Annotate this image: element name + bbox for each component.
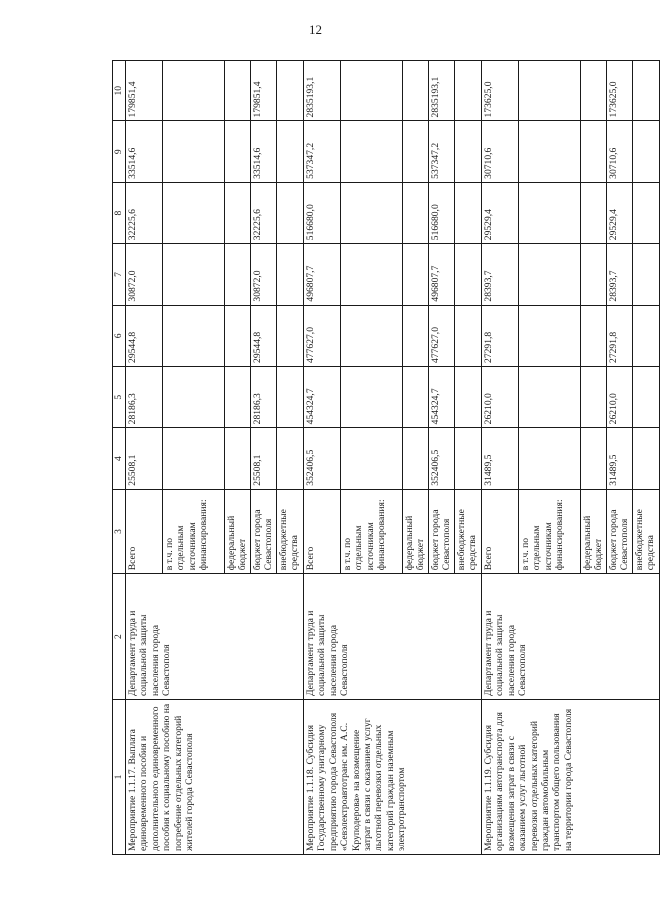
value-cell: 477627,0 <box>304 305 341 366</box>
funding-source-cell: бюджет города Севастополя <box>607 489 633 574</box>
value-cell: 537347,2 <box>304 121 341 182</box>
value-cell <box>633 182 660 243</box>
value-cell <box>225 428 251 489</box>
value-cell <box>403 182 429 243</box>
value-cell <box>225 121 251 182</box>
table-row <box>304 61 341 855</box>
header-cell: 4 <box>113 428 126 489</box>
value-cell: 30872,0 <box>126 244 163 305</box>
value-cell: 26210,0 <box>482 366 519 427</box>
value-cell <box>277 244 304 305</box>
measure-cell: Мероприятие 1.1.19. Субсидия организациям автотранспорта для возмещения затрат в связи с оказанием услуг льготной перевозки отдельных категорий граждан автомобильным транспортом общего пользования на территории города Севастополя <box>482 700 660 855</box>
total-value-cell <box>403 61 429 121</box>
value-cell <box>163 182 225 243</box>
header-cell: 2 <box>113 574 126 700</box>
value-cell <box>581 182 607 243</box>
value-cell <box>163 305 225 366</box>
value-cell <box>581 366 607 427</box>
header-cell: 8 <box>113 182 126 243</box>
value-cell: 32225,6 <box>126 182 163 243</box>
value-cell <box>277 428 304 489</box>
total-value-cell <box>519 61 581 121</box>
value-cell <box>581 121 607 182</box>
funding-source-cell: Всего <box>304 489 341 574</box>
funding-table <box>112 60 660 855</box>
total-value-cell: 173625,0 <box>482 61 519 121</box>
value-cell <box>225 366 251 427</box>
value-cell: 516680,0 <box>304 182 341 243</box>
value-cell <box>581 428 607 489</box>
value-cell: 28186,3 <box>126 366 163 427</box>
value-cell <box>341 428 403 489</box>
value-cell: 30872,0 <box>251 244 277 305</box>
value-cell <box>633 121 660 182</box>
value-cell <box>277 366 304 427</box>
value-cell <box>519 121 581 182</box>
value-cell: 27291,8 <box>607 305 633 366</box>
table-row <box>482 61 519 855</box>
value-cell: 32225,6 <box>251 182 277 243</box>
funding-source-cell: бюджет города Севастополя <box>429 489 455 574</box>
total-value-cell: 179851,4 <box>126 61 163 121</box>
value-cell <box>341 121 403 182</box>
value-cell <box>403 244 429 305</box>
funding-source-cell: федеральный бюджет <box>581 489 607 574</box>
funding-source-cell: внебюджетные средства <box>633 489 660 574</box>
value-cell <box>455 428 482 489</box>
value-cell: 30710,6 <box>607 121 633 182</box>
value-cell: 31489,5 <box>607 428 633 489</box>
total-value-cell: 2835193,1 <box>429 61 455 121</box>
header-cell: 3 <box>113 489 126 574</box>
value-cell <box>163 121 225 182</box>
funding-source-cell: бюджет города Севастополя <box>251 489 277 574</box>
funding-source-cell: Всего <box>482 489 519 574</box>
value-cell <box>581 244 607 305</box>
value-cell: 496807,7 <box>429 244 455 305</box>
value-cell <box>277 305 304 366</box>
header-cell: 7 <box>113 244 126 305</box>
value-cell: 477627,0 <box>429 305 455 366</box>
total-value-cell <box>581 61 607 121</box>
total-value-cell <box>225 61 251 121</box>
total-value-cell <box>277 61 304 121</box>
value-cell <box>341 366 403 427</box>
value-cell: 25508,1 <box>126 428 163 489</box>
value-cell: 27291,8 <box>482 305 519 366</box>
value-cell: 29529,4 <box>607 182 633 243</box>
value-cell <box>519 182 581 243</box>
rotated-table-area <box>112 60 657 855</box>
total-value-cell: 2835193,1 <box>304 61 341 121</box>
value-cell <box>633 366 660 427</box>
value-cell <box>581 305 607 366</box>
value-cell <box>341 244 403 305</box>
value-cell <box>163 366 225 427</box>
value-cell: 30710,6 <box>482 121 519 182</box>
funding-source-cell: внебюджетные средства <box>277 489 304 574</box>
value-cell: 28393,7 <box>607 244 633 305</box>
funding-source-cell: в т.ч. по отдельным источникам финансирования: <box>341 489 403 574</box>
value-cell: 454324,7 <box>429 366 455 427</box>
page-number: 12 <box>309 22 322 37</box>
total-value-cell: 173625,0 <box>607 61 633 121</box>
value-cell <box>455 305 482 366</box>
value-cell <box>455 121 482 182</box>
funding-source-cell: Всего <box>126 489 163 574</box>
funding-source-cell: внебюджетные средства <box>455 489 482 574</box>
value-cell: 516680,0 <box>429 182 455 243</box>
value-cell <box>277 121 304 182</box>
value-cell <box>403 366 429 427</box>
value-cell <box>455 366 482 427</box>
value-cell: 33514,6 <box>126 121 163 182</box>
value-cell: 352406,5 <box>304 428 341 489</box>
value-cell: 31489,5 <box>482 428 519 489</box>
value-cell: 29529,4 <box>482 182 519 243</box>
header-cell: 9 <box>113 121 126 182</box>
value-cell <box>225 244 251 305</box>
total-value-cell: 179851,4 <box>251 61 277 121</box>
executor-cell: Департамент труда и социальной защиты населения города Севастополя <box>482 574 660 700</box>
value-cell <box>163 244 225 305</box>
value-cell <box>403 428 429 489</box>
total-value-cell <box>633 61 660 121</box>
value-cell <box>341 182 403 243</box>
value-cell: 537347,2 <box>429 121 455 182</box>
table-body <box>126 61 660 855</box>
measure-cell: Мероприятие 1.1.18. Субсидия Государственному унитарному предприятию города Севастополя «Севэлектроавтотранс им. А.С. Круподерова» на возмещение затрат в связи с оказанием услуг льготной перевозки отдельных категорий граждан наземным электротранспортом <box>304 700 482 855</box>
value-cell <box>403 121 429 182</box>
value-cell <box>403 305 429 366</box>
funding-source-cell: в т.ч. по отдельным источникам финансирования: <box>519 489 581 574</box>
funding-source-cell: в т.ч. по отдельным источникам финансирования: <box>163 489 225 574</box>
value-cell: 454324,7 <box>304 366 341 427</box>
value-cell <box>519 244 581 305</box>
header-cell: 10 <box>113 61 126 121</box>
value-cell <box>519 305 581 366</box>
value-cell: 29544,8 <box>126 305 163 366</box>
total-value-cell <box>455 61 482 121</box>
value-cell: 33514,6 <box>251 121 277 182</box>
total-value-cell <box>163 61 225 121</box>
value-cell: 496807,7 <box>304 244 341 305</box>
funding-source-cell: федеральный бюджет <box>225 489 251 574</box>
value-cell <box>633 428 660 489</box>
value-cell <box>163 428 225 489</box>
executor-cell: Департамент труда и социальной защиты населения города Севастополя <box>304 574 482 700</box>
funding-source-cell: федеральный бюджет <box>403 489 429 574</box>
value-cell <box>225 305 251 366</box>
executor-cell: Департамент труда и социальной защиты населения города Севастополя <box>126 574 304 700</box>
value-cell <box>633 305 660 366</box>
value-cell: 28393,7 <box>482 244 519 305</box>
value-cell <box>455 244 482 305</box>
value-cell <box>519 428 581 489</box>
rotated-table-frame <box>112 60 657 855</box>
header-row <box>113 61 126 855</box>
value-cell <box>455 182 482 243</box>
value-cell: 352406,5 <box>429 428 455 489</box>
value-cell <box>341 305 403 366</box>
header-cell: 6 <box>113 305 126 366</box>
value-cell: 28186,3 <box>251 366 277 427</box>
value-cell <box>225 182 251 243</box>
value-cell <box>277 182 304 243</box>
value-cell: 26210,0 <box>607 366 633 427</box>
value-cell: 25508,1 <box>251 428 277 489</box>
value-cell: 29544,8 <box>251 305 277 366</box>
header-cell: 5 <box>113 366 126 427</box>
table-row <box>126 61 163 855</box>
total-value-cell <box>341 61 403 121</box>
measure-cell: Мероприятие 1.1.17. Выплата единовременного пособия и дополнительного единовременного пособия к социальному пособию на погребение отдельных категорий жителей города Севастополя <box>126 700 304 855</box>
header-cell: 1 <box>113 700 126 855</box>
value-cell <box>633 244 660 305</box>
value-cell <box>519 366 581 427</box>
